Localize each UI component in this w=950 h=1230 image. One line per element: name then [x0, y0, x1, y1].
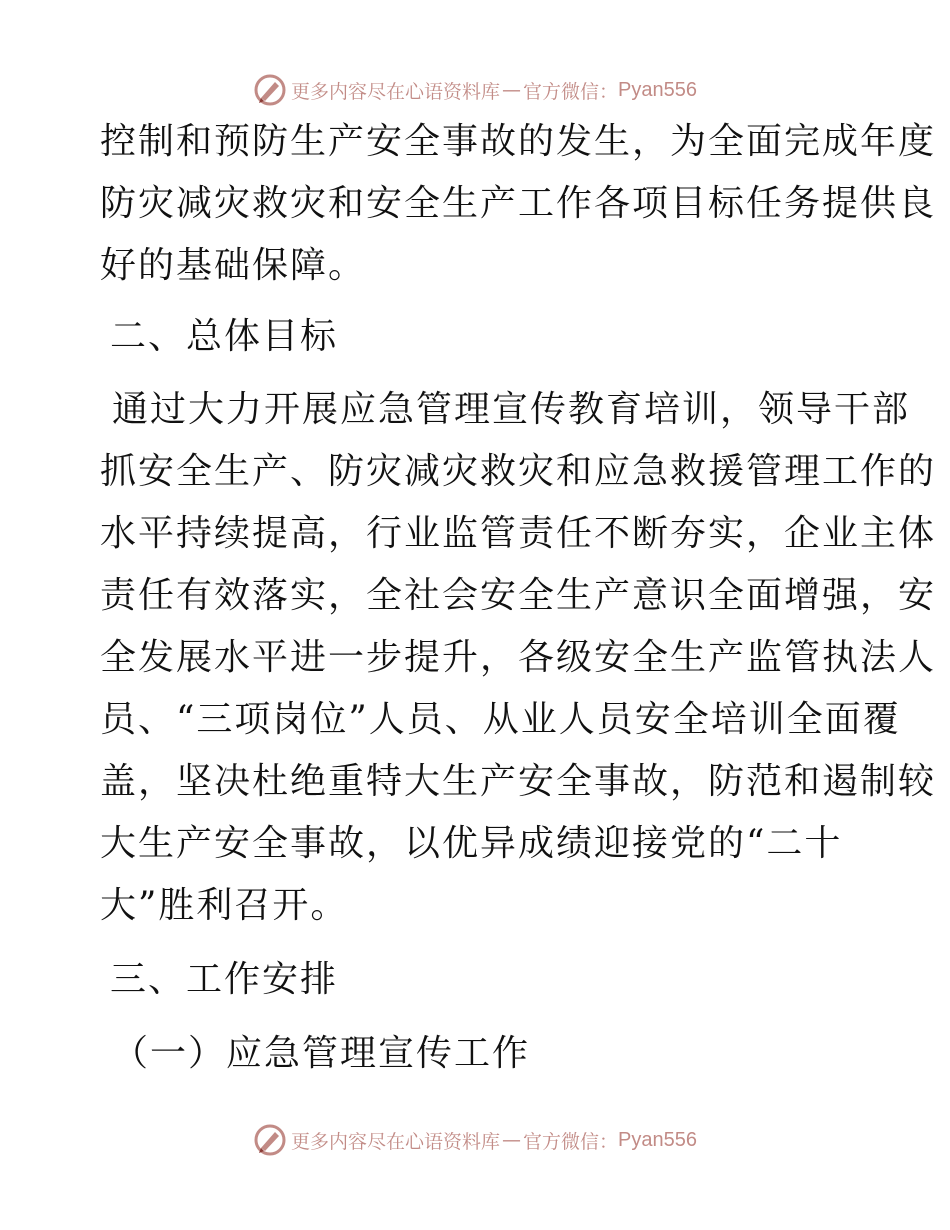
section-heading-overall-goal: 二、总体目标 [110, 316, 339, 357]
header-watermark [0, 70, 950, 110]
watermark-separator: — [502, 1129, 522, 1151]
goal-line-5: 全发展水平进一步提升，各级安全生产监管执法人 [100, 637, 937, 678]
goal-line-6: 员、“三项岗位”人员、从业人员安全培训全面覆 [100, 699, 901, 740]
watermark-text: 更多内容尽在心语资料库 [291, 1130, 501, 1153]
watermark-wechat-id: Pyan556 [618, 1128, 697, 1151]
goal-line-8: 大生产安全事故，以优异成绩迎接党的“二十 [100, 823, 843, 864]
goal-line-7: 盖，坚决杜绝重特大生产安全事故，防范和遏制较 [100, 761, 937, 802]
goal-line-2: 抓安全生产、防灾减灾救灾和应急救援管理工作的 [100, 451, 937, 492]
pen-logo-icon [253, 1123, 287, 1157]
watermark-wechat-label: 官方微信： [523, 1130, 619, 1153]
goal-line-1: 通过大力开展应急管理宣传教育培训，领导干部 [112, 389, 911, 430]
intro-line-2: 防灾减灾救灾和安全生产工作各项目标任务提供良 [100, 183, 937, 224]
pen-logo-icon [253, 73, 287, 107]
goal-line-4: 责任有效落实，全社会安全生产意识全面增强，安 [100, 575, 937, 616]
section-heading-work-arrangement: 三、工作安排 [110, 959, 339, 1000]
watermark-wechat-id: Pyan556 [618, 78, 697, 101]
intro-line-3: 好的基础保障。 [100, 245, 367, 286]
goal-line-3: 水平持续提高，行业监管责任不断夯实，企业主体 [100, 513, 937, 554]
subsection-heading-publicity: （一）应急管理宣传工作 [112, 1033, 531, 1074]
watermark-text: 更多内容尽在心语资料库 [291, 80, 501, 103]
watermark-separator: — [502, 79, 522, 101]
goal-line-9: 大”胜利召开。 [100, 885, 349, 926]
intro-line-1: 控制和预防生产安全事故的发生，为全面完成年度 [100, 121, 937, 162]
footer-watermark [0, 1120, 950, 1160]
watermark-wechat-label: 官方微信： [523, 80, 619, 103]
